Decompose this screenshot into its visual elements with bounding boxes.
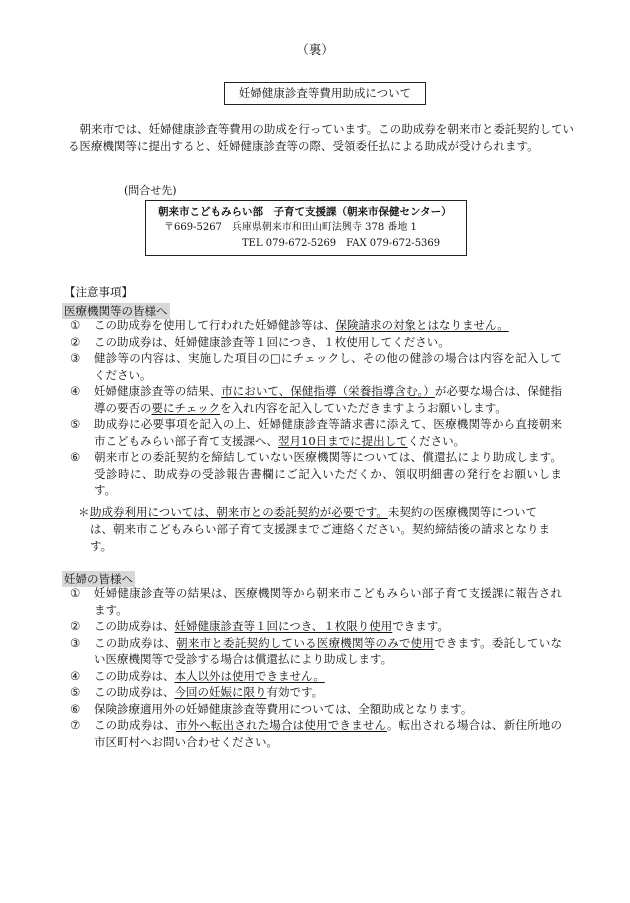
text-run: 保険診療適用外の妊婦健康診査等費用については、全額助成となります。 [94, 701, 473, 716]
list-item [70, 334, 562, 351]
item-text [90, 701, 562, 718]
remark-mark: ＊ [78, 505, 90, 519]
remark-text [90, 504, 558, 555]
text-run: 妊婦健康診査等の結果は、医療機関等から朝来市こどもみらい部子育て支援課に報告されます。 [94, 586, 562, 617]
text-run: 健診等の内容は、実施した項目の□にチェックし、その他の健診の場合は内容を記入してください。 [94, 351, 562, 382]
intro-paragraph [68, 121, 574, 155]
list-item [70, 416, 562, 449]
intro-line-1: 朝来市では、妊婦健康診査等費用の助成を行っています。この助成券を朝来市と委託 [79, 122, 517, 136]
item-number: ② [70, 334, 81, 349]
underlined-text: 朝来市と委託契約している医療機関等のみで使用 [176, 635, 435, 650]
contact-tel-fax: TEL 079-672-5269 FAX 079-672-5369 [242, 238, 441, 249]
intro-line-3: 受けられます。 [459, 139, 539, 153]
item-text [90, 383, 562, 416]
notes-heading: 【注意事項】 [64, 285, 133, 299]
underlined-text: 翌月10日までに提出して [278, 433, 408, 448]
item-number: ③ [70, 635, 81, 650]
item-number: ⑥ [70, 450, 81, 464]
underlined-text: 市において、保健指導（栄養指導含む。） [221, 384, 435, 398]
item-number: ⑥ [70, 701, 81, 716]
contract-remark [78, 504, 558, 555]
medical-notes-list [70, 317, 562, 499]
list-item [70, 585, 562, 618]
text-run: この助成券は、 [94, 635, 177, 650]
item-number: ⑤ [70, 685, 81, 699]
page-title: （裏） [296, 42, 334, 57]
list-item [70, 383, 562, 416]
list-item [70, 449, 562, 499]
item-number: ③ [70, 351, 81, 365]
contact-label: (問合せ先) [124, 184, 177, 197]
list-item [70, 668, 562, 685]
item-number: ② [70, 619, 81, 633]
item-number: ④ [70, 384, 81, 398]
underlined-text: 今回の妊娠に限り [174, 685, 267, 699]
list-item [70, 618, 562, 635]
underlined-text: 保険請求の対象とはなりません。 [335, 318, 509, 332]
list-item [70, 684, 562, 701]
pregnant-notes-list [70, 585, 562, 750]
document-heading-box: 妊婦健康診査等費用助成について [224, 82, 426, 105]
pregnant-section-label: 妊婦の皆様へ [64, 572, 133, 586]
list-item [70, 317, 562, 334]
underlined-text: 本人以外は使用できません。 [174, 668, 325, 683]
item-text [90, 334, 562, 351]
item-text [90, 317, 562, 334]
underlined-text: 妊婦健康診査等１回につき、１枚限り使用 [174, 619, 393, 633]
contact-box [145, 200, 467, 256]
underlined-text: 助成券利用については、朝来市との委託契約が必要です。 [90, 505, 388, 519]
text-run: 。転出される場合は、新住所地の市区町村へお問い合わせください。 [94, 718, 562, 749]
item-text [90, 717, 562, 750]
item-text [90, 618, 562, 635]
text-run: が必要な場合は、保健指導の要否の [94, 384, 563, 415]
text-run: この助成券は、妊婦健康診査等１回につき、１枚使用してください。 [94, 334, 450, 349]
underlined-text: 市外へ転出された場合は使用できません [175, 718, 387, 732]
list-item [70, 701, 562, 718]
intro-line-2: 契約している医療機関等に提出すると、妊婦健康診査等の際、受領委任払による助成が [68, 122, 575, 153]
item-text [90, 449, 562, 499]
text-run: この助成券を使用して行われた妊婦健診等は、 [94, 318, 336, 332]
contact-address: 〒669-5267 兵庫県朝来市和田山町法興寺 378 番地 1 [164, 222, 417, 233]
list-item [70, 717, 562, 750]
text-run: を入れ内容を記入していただきますようお願いします。 [220, 400, 507, 415]
text-run: 妊婦健康診査等の結果、 [94, 384, 222, 398]
item-text [90, 635, 562, 668]
item-text [90, 585, 562, 618]
item-number: ⑤ [70, 417, 81, 431]
item-text [90, 416, 562, 449]
text-run: この助成券は、 [94, 718, 176, 732]
list-item [70, 350, 562, 383]
item-number: ① [70, 586, 81, 600]
text-run: この助成券は、 [94, 619, 175, 633]
item-number: ⑦ [70, 718, 81, 732]
medical-section-label: 医療機関等の皆様へ [64, 304, 168, 318]
text-run: できます。 [392, 619, 449, 633]
text-run: 朝来市との委託契約を締結していない医療機関等については、償還払により助成します。受診時に、助成券の受診報告書欄にご記入いただくか、領収明細書の発行をお願いします。 [94, 450, 562, 497]
item-text [90, 668, 562, 685]
text-run: 未契約の医療機関等については、朝来市こどもみらい部子育て支援課までご連絡ください。契約締結後の請求となります。 [90, 505, 550, 553]
item-number: ④ [70, 668, 81, 683]
item-text [90, 350, 562, 383]
item-number: ① [70, 318, 81, 332]
text-run: できます。委託していない医療機関等で受診する場合は償還払により助成します。 [94, 635, 563, 666]
item-text [90, 684, 562, 701]
contact-organization: 朝来市こどもみらい部 子育て支援課（朝来市保健センター） [158, 206, 452, 218]
underlined-text: 要にチェック [151, 400, 221, 415]
text-run: この助成券は、 [94, 685, 175, 699]
list-item [70, 635, 562, 668]
text-run: 助成券に必要事項を記入の上、妊婦健康診査等請求書に添えて、医療機関等から直接朝来市こどもみらい部子育て支援課へ、 [94, 417, 562, 448]
text-run: この助成券は、 [94, 668, 175, 683]
text-run: 有効です。 [266, 685, 324, 699]
text-run: ください。 [407, 433, 466, 448]
